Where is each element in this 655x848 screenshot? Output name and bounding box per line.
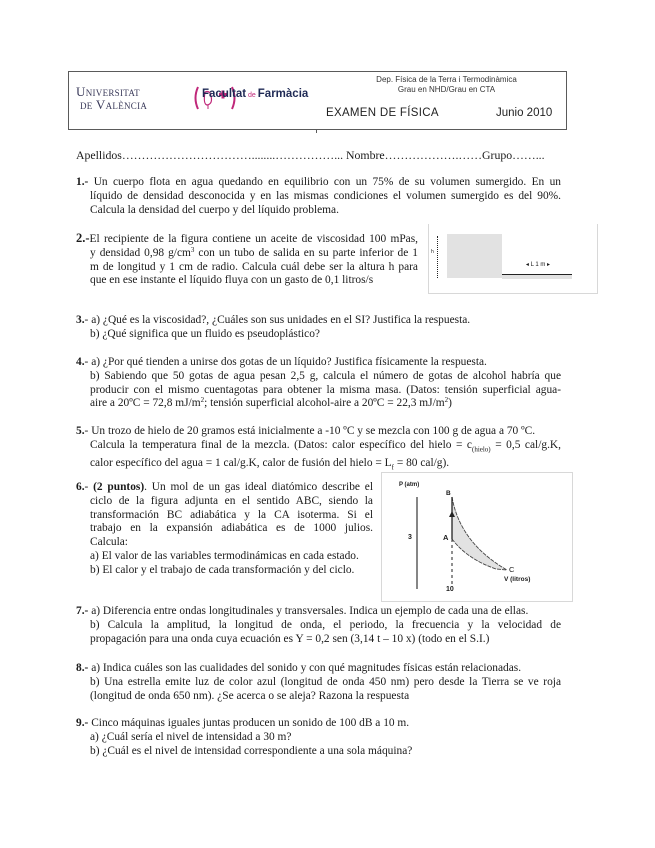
question-number: 9.- [76, 717, 89, 729]
superscript: 2 [200, 396, 205, 405]
question-text: producir con el mismo cuentagotas para obtener la misma masa. (Datos: tensión superficial agua- [90, 383, 561, 396]
exam-date: Junio 2010 [496, 107, 553, 119]
point-c-label: C [509, 565, 515, 574]
question-text: m de longitud y 1 cm de radio. Calcula cuál debe ser la altura h para [90, 260, 418, 273]
question-text: líquido de densidad desconocida y en las mismas condiciones el volumen sumergido es del 90%. [90, 189, 561, 202]
question-text: calor específico del agua = 1 cal/g.K, calor de fusión del hielo = L [90, 456, 392, 469]
question-text: que en ese instante el líquido fluya con un gasto de 0,1 litros/s [90, 274, 374, 287]
question-text: El recipiente de la figura contiene un aceite de viscosidad 100 mPas, [89, 233, 418, 245]
x-tick-label: 10 [446, 586, 454, 593]
question-text: a) Indica cuáles son las cualidades del sonido y con qué magnitudes físicas están relacionadas. [88, 662, 522, 674]
question-7 [76, 605, 561, 646]
question-3 [76, 314, 470, 342]
pv-diagram [381, 472, 573, 602]
question-number: 2.- [76, 231, 90, 245]
question-text: a) Diferencia entre ondas longitudinales y transversales. Indica un ejemplo de cada una de ellas. [88, 605, 529, 617]
question-5 [76, 425, 561, 475]
y-tick-label: 3 [408, 534, 412, 541]
point-b-label: B [446, 490, 451, 497]
question-8 [76, 662, 561, 703]
question-text: ; tensión superficial alcohol-aire a 20ºC = 22,3 mJ/m [204, 397, 445, 410]
points-badge: (2 puntos) [93, 481, 145, 493]
question-text: . Un mol de un gas ideal diatómico describe el [144, 481, 373, 493]
faculty-pharmacy: Farmàcia [257, 88, 309, 100]
question-text: - Un trozo de hielo de 20 gramos está inicialmente a -10 ºC y se mezcla con 100 g de agua a 70 ºC. [84, 425, 536, 437]
outlet-tube [502, 274, 572, 279]
university-logo [76, 85, 147, 111]
question-number: 5. [76, 425, 85, 437]
question-number: 1.- [76, 176, 89, 188]
question-6 [76, 481, 373, 578]
faculty-de: de [246, 92, 258, 99]
x-axis-label: V (litros) [504, 576, 531, 583]
question-text: propagación para una onda cuya ecuación es Y = 0,2 sen (3,14 t – 10 x) (todo en el S.I.) [90, 632, 490, 645]
question-text: y densidad 0,98 g/cm [90, 246, 191, 259]
question-number: 4. [76, 356, 85, 368]
university-name-line2: de València [80, 97, 148, 112]
question-text: b) Calcula la amplitud, la longitud de onda, el periodo, la frecuencia y la velocidad de [90, 618, 561, 631]
length-value: L 1 m [530, 262, 546, 268]
question-text: Cinco máquinas iguales juntas producen un sonido de 100 dB a 10 m. [88, 717, 410, 729]
question-text: transformación BC adiabática y la CA isoterma. Si el [90, 508, 373, 521]
tank-figure [428, 224, 598, 294]
question-text: = 80 cal/g). [393, 456, 450, 469]
question-text: - a) ¿Qué es la viscosidad?, ¿Cuáles son sus unidades en el SI? Justifica la respuesta. [84, 314, 471, 326]
point-a-label: A [443, 533, 449, 542]
question-text: con un tubo de salida en su parte inferior de 1 [194, 246, 418, 259]
y-axis-label: P (atm) [399, 482, 420, 488]
question-text: ) [448, 397, 452, 410]
superscript: 3 [190, 245, 195, 254]
question-text: Un cuerpo flota en agua quedando en equilibrio con un 75% de su volumen sumergido. En un [88, 176, 561, 188]
question-text: trabajo en la expansión adiabática es de 1000 julios. [90, 522, 373, 535]
height-label: h [431, 249, 434, 255]
question-4 [76, 356, 561, 411]
question-text: = 0,5 cal/g.K, [490, 438, 561, 451]
question-text: b) ¿Qué significa que un fluido es pseudoplástico? [90, 327, 320, 340]
degree-name: Grau en NHD/Grau en CTA [397, 85, 496, 94]
height-arrow [437, 236, 438, 278]
department-name: Dep. Física de la Terra i Termodinàmica [376, 75, 517, 84]
question-2 [76, 232, 418, 288]
subscript: (hielo) [471, 445, 491, 454]
question-text: a) ¿Cuál sería el nivel de intensidad a 30 m? [90, 730, 292, 743]
length-label: ◂ L 1 m ▸ [525, 262, 551, 268]
faculty-name [202, 88, 308, 100]
question-number: 3. [76, 314, 85, 326]
question-text: Calcula la densidad del cuerpo y del líquido problema. [90, 203, 339, 216]
superscript: 2 [444, 396, 449, 405]
question-number: 8.- [76, 662, 89, 674]
question-text: - a) ¿Por qué tienden a unirse dos gotas de un líquido? Justifica físicamente la respuesta. [84, 356, 487, 368]
question-number: 6. [76, 481, 85, 493]
question-text: aire a 20ºC = 72,8 mJ/m [90, 397, 201, 410]
question-text: Calcula: [90, 536, 128, 549]
university-name-line1: Universitat [76, 84, 140, 99]
exam-title: EXAMEN DE FÍSICA [326, 107, 439, 119]
student-fields: Apellidos……………………………........……………... Nombre……………….……Grupo……... [76, 148, 545, 162]
question-9 [76, 717, 412, 758]
question-text: b) El calor y el trabajo de cada transformación y del ciclo. [90, 563, 355, 576]
question-text: b) ¿Cuál es el nivel de intensidad correspondiente a una sola máquina? [90, 744, 413, 757]
header-divider [316, 129, 317, 133]
faculty-word: Facultat [202, 88, 247, 100]
question-text: ciclo de la figura adjunta en el sentido ABC, siendo la [90, 494, 373, 507]
question-text: - [84, 481, 94, 493]
subscript: f [391, 463, 394, 472]
question-1 [76, 176, 561, 217]
question-number: 7.- [76, 605, 89, 617]
tank-liquid [447, 234, 502, 278]
department-info [359, 75, 534, 95]
question-text: (longitud de onda 650 nm). ¿Se acerca o se aleja? Razona la respuesta [90, 689, 410, 702]
question-text: b) Sabiendo que 50 gotas de agua pesan 2,5 g, calcula el número de gotas de alcohol habría que [90, 369, 561, 382]
question-text: a) El valor de las variables termodinámicas en cada estado. [90, 549, 359, 562]
question-text: Calcula la temperatura final de la mezcla. (Datos: calor específico del hielo = c [90, 438, 472, 451]
question-text: b) Una estrella emite luz de color azul (longitud de onda 450 nm) pero desde la Tierra se ve roja [90, 675, 561, 688]
exam-header [68, 71, 567, 130]
